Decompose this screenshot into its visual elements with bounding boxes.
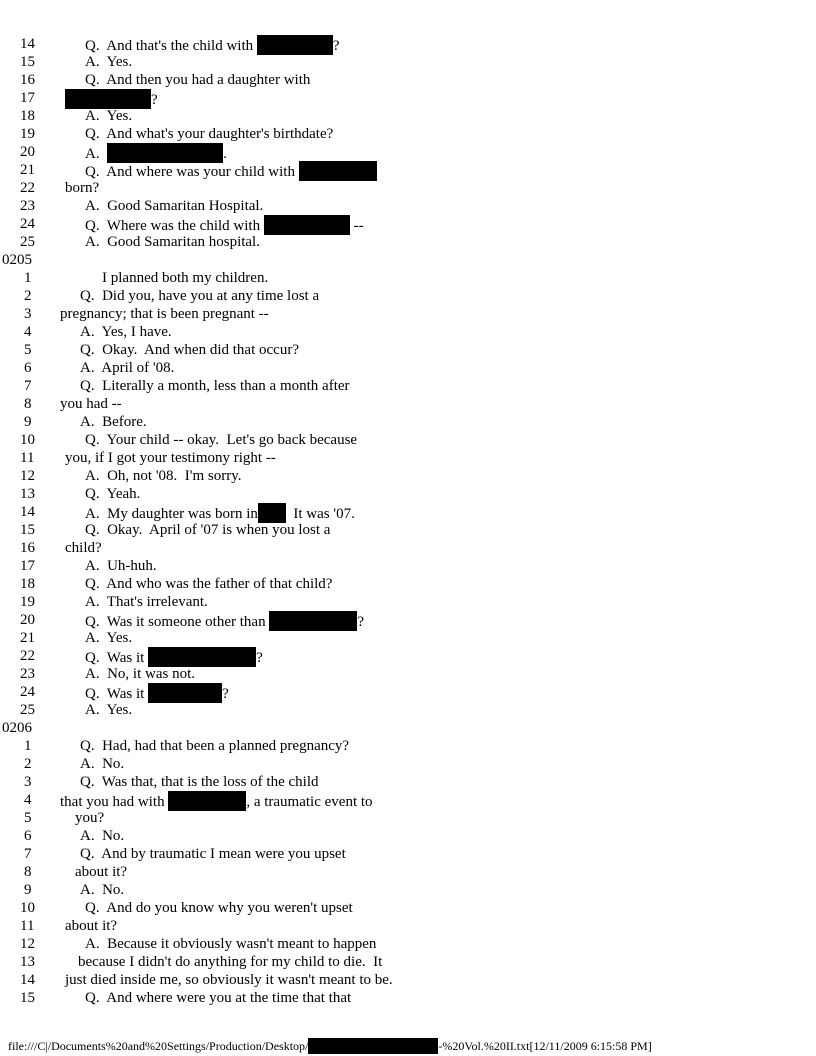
- line-text: [65, 917, 117, 935]
- text-segment: Q. Was it: [85, 650, 149, 666]
- redaction-block: [257, 35, 333, 55]
- redaction-block: [65, 89, 151, 109]
- text-segment: born?: [65, 180, 100, 196]
- line-number: 3: [24, 774, 32, 790]
- line-text: [85, 629, 132, 647]
- line-number: 20: [20, 144, 35, 160]
- text-segment: you, if I got your testimony right --: [65, 450, 276, 466]
- text-segment: A. That's irrelevant.: [85, 594, 208, 610]
- line-text: [85, 575, 332, 593]
- line-number: 21: [20, 630, 35, 646]
- line-text: [60, 305, 269, 323]
- line-number: 15: [20, 522, 35, 538]
- redaction-block: [299, 161, 377, 181]
- text-segment: A. Uh-huh.: [85, 558, 157, 574]
- line-number: 12: [20, 936, 35, 952]
- line-number: 1: [24, 270, 32, 286]
- line-number: 5: [24, 810, 32, 826]
- text-segment: Q. Okay. And when did that occur?: [80, 342, 299, 358]
- line-number: 8: [24, 864, 32, 880]
- line-text: [65, 971, 393, 989]
- line-number: 9: [24, 414, 32, 430]
- line-text: [80, 827, 124, 845]
- line-number: 24: [20, 684, 35, 700]
- line-number: 4: [24, 792, 32, 808]
- text-segment: .: [223, 146, 227, 162]
- redaction-block: [107, 143, 223, 163]
- line-number: 23: [20, 198, 35, 214]
- text-segment: about it?: [65, 918, 118, 934]
- text-segment: A. No.: [80, 756, 125, 772]
- text-segment: ?: [222, 686, 229, 702]
- line-text: [60, 791, 373, 811]
- text-segment: A. No.: [80, 828, 125, 844]
- line-text: [85, 521, 330, 539]
- line-text: [80, 845, 346, 863]
- text-segment: Q. Yeah.: [85, 486, 141, 502]
- line-text: [78, 953, 382, 971]
- text-segment: you?: [75, 810, 105, 826]
- text-segment: Q. And by traumatic I mean were you upset: [80, 846, 346, 862]
- page-footer: [8, 1038, 652, 1054]
- text-segment: Q. Where was the child with: [85, 218, 264, 234]
- line-text: [80, 359, 174, 377]
- line-number: 5: [24, 342, 32, 358]
- line-text: [80, 737, 349, 755]
- line-number: 22: [20, 180, 35, 196]
- line-text: [85, 899, 353, 917]
- line-number: 12: [20, 468, 35, 484]
- line-text: [85, 503, 355, 523]
- text-segment: A. No, it was not.: [85, 666, 195, 682]
- line-text: [80, 881, 124, 899]
- redaction-block: [148, 683, 222, 703]
- line-text: [85, 935, 376, 953]
- text-segment: I planned both my children.: [102, 270, 269, 286]
- line-text: [102, 269, 268, 287]
- line-text: [60, 395, 122, 413]
- line-text: [65, 449, 276, 467]
- line-number: 19: [20, 594, 35, 610]
- line-text: [75, 809, 104, 827]
- text-segment: Q. Was it: [85, 686, 149, 702]
- line-number: 18: [20, 108, 35, 124]
- line-text: [85, 593, 208, 611]
- line-text: [80, 341, 299, 359]
- line-number: 24: [20, 216, 35, 232]
- line-number: 6: [24, 360, 32, 376]
- text-segment: Q. And where were you at the time that that: [85, 990, 352, 1006]
- line-number: 14: [20, 972, 35, 988]
- text-segment: A. Yes, I have.: [80, 324, 172, 340]
- line-text: [85, 35, 340, 55]
- line-number: 17: [20, 90, 35, 106]
- page-number: 0206: [2, 720, 32, 736]
- line-text: [85, 431, 357, 449]
- line-text: [85, 53, 132, 71]
- text-segment: Q. Okay. April of '07 is when you lost a: [85, 522, 331, 538]
- line-text: [85, 161, 377, 181]
- line-number: 13: [20, 486, 35, 502]
- text-segment: ?: [151, 92, 158, 108]
- text-segment: A. Before.: [80, 414, 147, 430]
- line-text: [65, 179, 99, 197]
- text-segment: you had --: [60, 396, 122, 412]
- line-text: [80, 287, 319, 305]
- line-text: [85, 197, 263, 215]
- redaction-block: [258, 503, 286, 523]
- text-segment: Q. Your child -- okay. Let's go back because: [85, 432, 358, 448]
- text-segment: Q. Did you, have you at any time lost a: [80, 288, 320, 304]
- redaction-block: [269, 611, 357, 631]
- line-text: [85, 485, 140, 503]
- line-number: 7: [24, 846, 32, 862]
- text-segment: Q. And what's your daughter's birthdate?: [85, 126, 334, 142]
- text-segment: A. My daughter was born in: [85, 506, 258, 522]
- line-text: [65, 89, 158, 109]
- line-text: [85, 647, 263, 667]
- text-segment: ?: [256, 650, 263, 666]
- line-number: 7: [24, 378, 32, 394]
- line-number: 4: [24, 324, 32, 340]
- line-number: 25: [20, 234, 35, 250]
- line-number: 23: [20, 666, 35, 682]
- line-number: 3: [24, 306, 32, 322]
- text-segment: ?: [357, 614, 364, 630]
- line-number: 1: [24, 738, 32, 754]
- line-number: 9: [24, 882, 32, 898]
- page-number: 0205: [2, 252, 32, 268]
- text-segment: A. Oh, not '08. I'm sorry.: [85, 468, 242, 484]
- text-segment: --: [349, 218, 364, 234]
- text-segment: Q. And where was your child with: [85, 164, 299, 180]
- line-number: 17: [20, 558, 35, 574]
- text-segment: A. Because it obviously wasn't meant to happen: [85, 936, 377, 952]
- line-text: [75, 863, 127, 881]
- line-text: [85, 557, 157, 575]
- line-number: 14: [20, 504, 35, 520]
- line-number: 13: [20, 954, 35, 970]
- text-segment: It was '07.: [285, 506, 355, 522]
- redaction-block: [264, 215, 350, 235]
- text-segment: ?: [332, 38, 340, 54]
- line-text: [80, 413, 147, 431]
- text-segment: A.: [85, 146, 108, 162]
- line-number: 15: [20, 54, 35, 70]
- line-text: [80, 377, 350, 395]
- text-segment: A. Good Samaritan Hospital.: [85, 198, 264, 214]
- text-segment: Q. Was that, that is the loss of the child: [80, 774, 319, 790]
- text-segment: Q. And who was the father of that child?: [85, 576, 333, 592]
- text-segment: about it?: [75, 864, 128, 880]
- redaction-block: [308, 1038, 438, 1054]
- line-number: 2: [24, 756, 32, 772]
- text-segment: Q. And do you know why you weren't upset: [85, 900, 353, 916]
- line-text: [85, 683, 229, 703]
- line-number: 16: [20, 72, 35, 88]
- line-number: 14: [20, 36, 35, 52]
- line-text: [65, 539, 102, 557]
- text-segment: A. April of '08.: [80, 360, 175, 376]
- line-text: [85, 143, 227, 163]
- line-text: [80, 755, 124, 773]
- text-segment: , a traumatic event to: [246, 794, 373, 810]
- line-text: [85, 701, 132, 719]
- line-text: [85, 107, 132, 125]
- line-number: 19: [20, 126, 35, 142]
- line-number: 6: [24, 828, 32, 844]
- text-segment: A. No.: [80, 882, 125, 898]
- text-segment: A. Yes.: [85, 630, 133, 646]
- line-number: 15: [20, 990, 35, 1006]
- text-segment: just died inside me, so obviously it wasn't meant to be.: [65, 972, 393, 988]
- footer-file-path: file:///C|/Documents%20and%20Settings/Production/Desktop/: [8, 1039, 309, 1053]
- redaction-block: [168, 791, 246, 811]
- line-number: 2: [24, 288, 32, 304]
- text-segment: A. Yes.: [85, 702, 133, 718]
- footer-file-suffix: -%20Vol.%20II.txt[12/11/2009 6:15:58 PM]: [438, 1039, 652, 1053]
- line-number: 10: [20, 900, 35, 916]
- line-number: 18: [20, 576, 35, 592]
- line-number: 22: [20, 648, 35, 664]
- line-number: 16: [20, 540, 35, 556]
- line-text: [85, 215, 364, 235]
- line-text: [85, 71, 310, 89]
- line-number: 8: [24, 396, 32, 412]
- line-text: [85, 467, 242, 485]
- line-number: 11: [20, 450, 35, 466]
- text-segment: Q. Was it someone other than: [85, 614, 270, 630]
- text-segment: that you had with: [60, 794, 169, 810]
- text-segment: because I didn't do anything for my child to die. It: [78, 954, 383, 970]
- line-text: [85, 989, 351, 1007]
- line-text: [85, 611, 364, 631]
- line-text: [80, 773, 318, 791]
- line-number: 10: [20, 432, 35, 448]
- line-number: 11: [20, 918, 35, 934]
- text-segment: pregnancy; that is been pregnant --: [60, 306, 269, 322]
- text-segment: A. Good Samaritan hospital.: [85, 234, 260, 250]
- line-text: [85, 665, 195, 683]
- line-text: [85, 233, 260, 251]
- line-text: [85, 125, 333, 143]
- text-segment: A. Yes.: [85, 54, 133, 70]
- text-segment: Q. And that's the child with: [85, 38, 257, 54]
- line-text: [80, 323, 172, 341]
- line-number: 21: [20, 162, 35, 178]
- line-number: 20: [20, 612, 35, 628]
- text-segment: A. Yes.: [85, 108, 133, 124]
- line-number: 25: [20, 702, 35, 718]
- redaction-block: [148, 647, 256, 667]
- text-segment: child?: [65, 540, 102, 556]
- text-segment: Q. Had, had that been a planned pregnancy?: [80, 738, 350, 754]
- text-segment: Q. Literally a month, less than a month after: [80, 378, 350, 394]
- text-segment: Q. And then you had a daughter with: [85, 72, 311, 88]
